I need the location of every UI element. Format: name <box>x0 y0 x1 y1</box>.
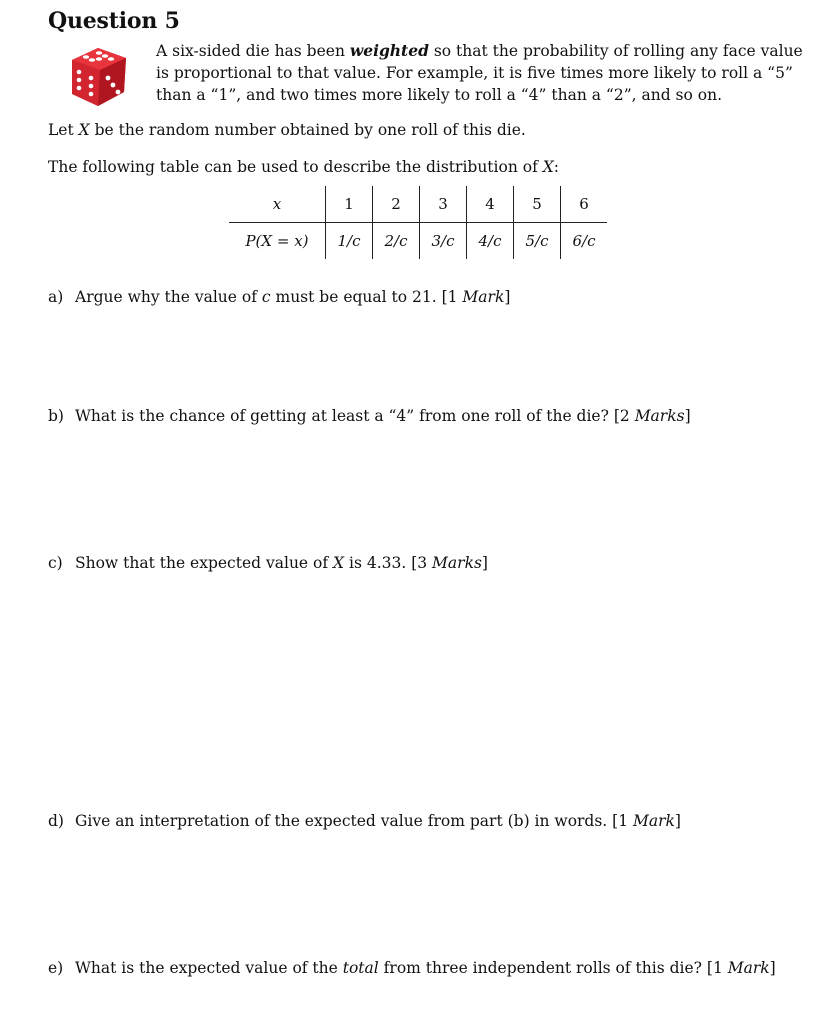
let-statement: Let X be the random number obtained by one roll of this die. <box>48 121 526 139</box>
table-row-values <box>229 186 607 223</box>
table-row-probabilities <box>229 223 607 260</box>
table-intro: The following table can be used to describe the distribution of X: <box>48 158 560 176</box>
value-cell: 1 <box>326 186 373 223</box>
value-cell: 5 <box>514 186 561 223</box>
probability-cell: 6/c <box>561 223 608 260</box>
row-label-probability: P(X = x) <box>229 223 326 260</box>
value-cell: 6 <box>561 186 608 223</box>
probability-cell: 3/c <box>420 223 467 260</box>
probability-cell: 5/c <box>514 223 561 260</box>
probability-cell: 2/c <box>373 223 420 260</box>
question-title: Question 5 <box>48 8 180 34</box>
problem-intro <box>156 40 803 106</box>
intro-line-2: is proportional to that value. For example, it is five times more likely to roll a “5” <box>156 64 793 82</box>
question-e: e) What is the expected value of the total from three independent rolls of this die? [1 Mark] <box>48 959 776 977</box>
value-cell: 2 <box>373 186 420 223</box>
weighted-emphasis: weighted <box>349 41 429 60</box>
question-d: d) Give an interpretation of the expected value from part (b) in words. [1 Mark] <box>48 812 681 830</box>
row-label-x: x <box>229 186 326 223</box>
value-cell: 3 <box>420 186 467 223</box>
red-die-icon <box>64 42 132 110</box>
intro-line-1: A six-sided die has been weighted so that the probability of rolling any face value <box>156 41 803 60</box>
question-a: a) Argue why the value of c must be equal to 21. [1 Mark] <box>48 288 511 306</box>
probability-cell: 1/c <box>326 223 373 260</box>
distribution-table <box>229 186 607 259</box>
question-c: c) Show that the expected value of X is 4.33. [3 Marks] <box>48 554 488 572</box>
question-b: b) What is the chance of getting at least a “4” from one roll of the die? [2 Marks] <box>48 407 691 425</box>
probability-cell: 4/c <box>467 223 514 260</box>
value-cell: 4 <box>467 186 514 223</box>
intro-line-3: than a “1”, and two times more likely to roll a “4” than a “2”, and so on. <box>156 86 723 104</box>
